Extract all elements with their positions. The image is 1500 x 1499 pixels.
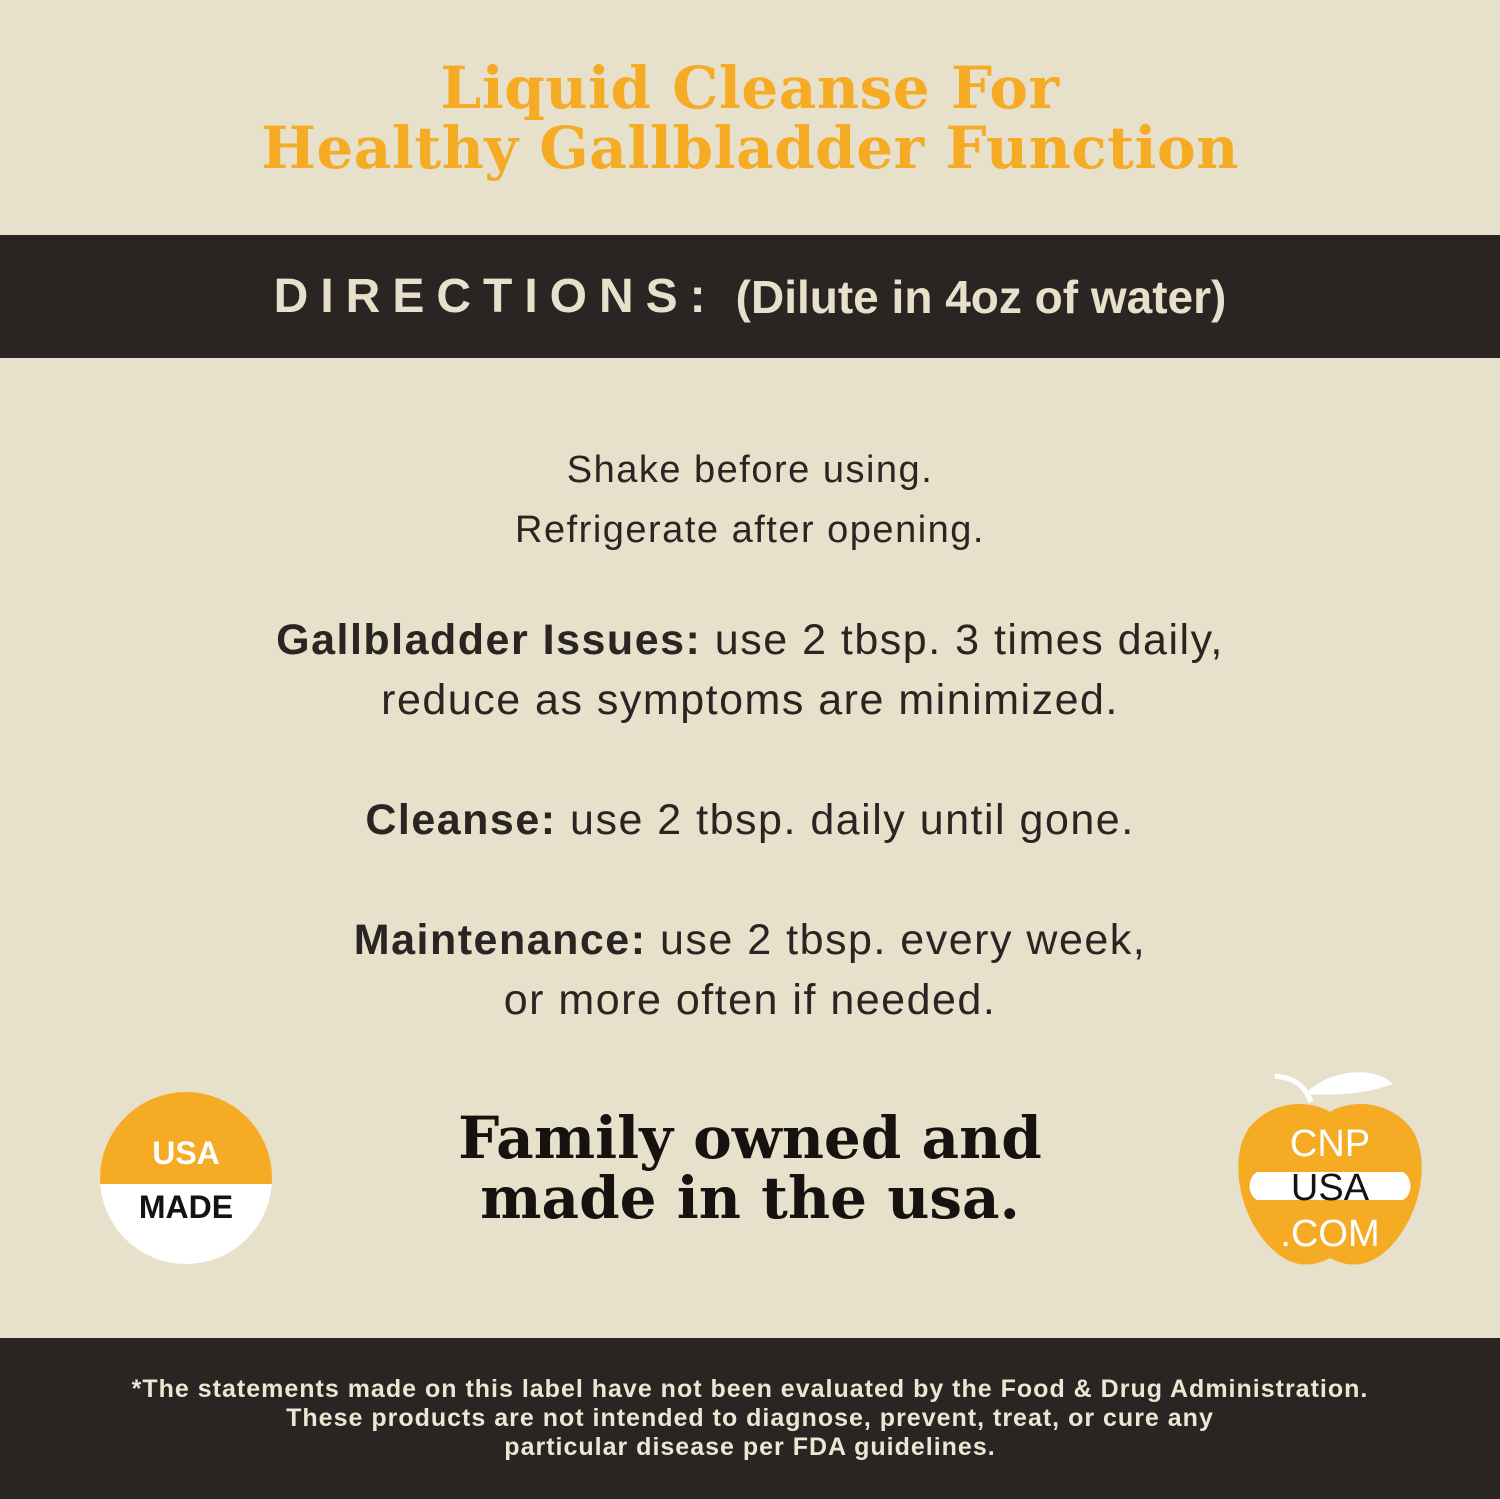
directions-label: DIRECTIONS: [273, 270, 718, 323]
leaf-icon [1305, 1072, 1393, 1095]
disclaimer-line-3: particular disease per FDA guidelines. [504, 1433, 996, 1461]
note-shake: Shake before using. [566, 449, 934, 491]
usage-maintenance [0, 910, 1500, 1030]
logo-line-3: .COM [1280, 1213, 1380, 1255]
stem-icon [1275, 1076, 1311, 1102]
logo-line-1: CNP [1289, 1123, 1371, 1165]
usage-cleanse [0, 790, 1500, 850]
directions-band [0, 235, 1500, 358]
usage-text: reduce as symptoms are minimized. [381, 676, 1119, 724]
badge-bottom-text: MADE [138, 1189, 234, 1225]
usage-label: Gallbladder Issues: [276, 616, 702, 664]
usage-text: use 2 tbsp. every week, [646, 916, 1147, 964]
disclaimer-line-2: These products are not intended to diagnose, prevent, treat, or cure any [286, 1404, 1214, 1432]
usage-label: Cleanse: [365, 796, 557, 844]
headline-line-1: Liquid Cleanse For [440, 54, 1060, 122]
logo-line-2: USA [1290, 1167, 1370, 1209]
cnp-usa-logo [1235, 1066, 1425, 1272]
usage-text: use 2 tbsp. 3 times daily, [701, 616, 1224, 664]
headline-line-2: Healthy Gallbladder Function [261, 114, 1239, 182]
disclaimer-line-1: *The statements made on this label have not been evaluated by the Food & Drug Administration. [131, 1375, 1369, 1403]
usage-text: or more often if needed. [503, 976, 997, 1024]
usage-text: use 2 tbsp. daily until gone. [556, 796, 1135, 844]
product-headline [0, 54, 1500, 182]
usage-gallbladder [0, 610, 1500, 730]
note-refrigerate: Refrigerate after opening. [515, 509, 985, 551]
tagline-line-1: Family owned and [458, 1104, 1042, 1172]
handling-notes [0, 440, 1500, 560]
fda-disclaimer [0, 1338, 1500, 1499]
tagline-line-2: made in the usa. [480, 1164, 1020, 1232]
badge-top-text: USA [152, 1135, 220, 1171]
dilution-note: (Dilute in 4oz of water) [735, 270, 1227, 323]
usage-label: Maintenance: [353, 916, 647, 964]
